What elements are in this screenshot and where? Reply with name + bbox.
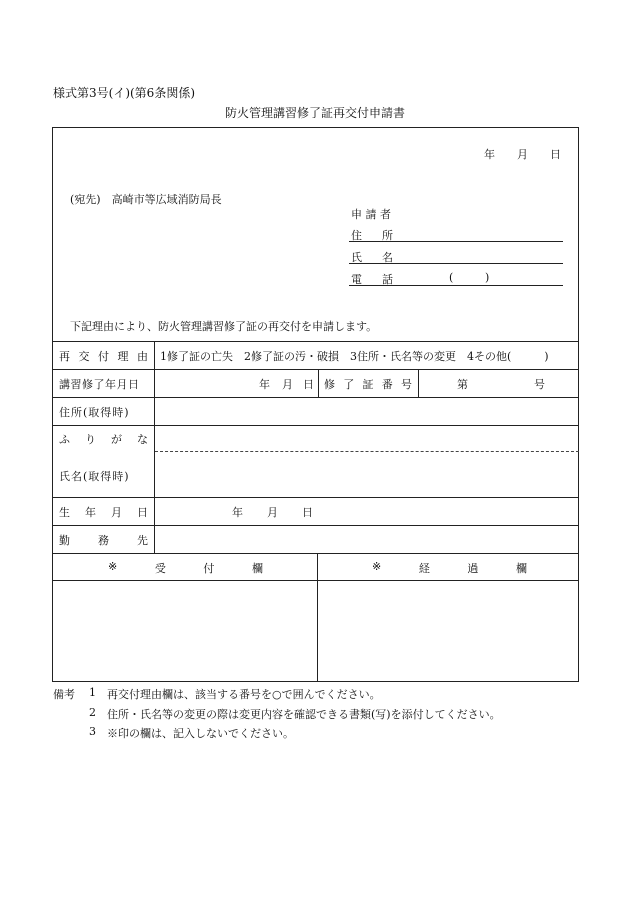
progress-label: ※ 経 過 欄 (372, 560, 527, 575)
reason-label: 再 交 付 理 由 (59, 350, 148, 363)
note-3-text: ※印の欄は、記入しないでください。 (107, 727, 294, 740)
name-at-time-field[interactable] (156, 453, 578, 496)
address-at-time-label: 住所(取得時) (59, 406, 130, 419)
date-year-label: 年 (484, 148, 495, 161)
phone-paren-open: ( (449, 271, 454, 284)
row-divider (52, 369, 579, 370)
applicant-name-line[interactable] (349, 263, 563, 264)
reception-label: ※ 受 付 欄 (108, 560, 263, 575)
course-date-label: 講習修了年月日 (59, 378, 140, 391)
row-divider (52, 497, 579, 498)
col-divider (318, 369, 319, 397)
addressee: (宛先) 高崎市等広域消防局長 (70, 193, 222, 206)
note-2-number: 2 (89, 706, 96, 719)
applicant-name-label-2: 名 (382, 251, 393, 264)
applicant-phone-label-1: 電 (351, 273, 362, 286)
row-divider (52, 341, 579, 342)
address-at-time-field[interactable] (156, 398, 578, 424)
name-at-time-label: 氏名(取得時) (59, 470, 130, 483)
note-3-number: 3 (89, 725, 96, 738)
course-month: 月 (282, 378, 293, 391)
reason-options[interactable]: 1修了証の亡失 2修了証の汚・破損 3住所・氏名等の変更 4その他( ) (160, 350, 549, 363)
date-day-label: 日 (550, 148, 561, 161)
statement: 下記理由により、防火管理講習修了証の再交付を申請します。 (70, 320, 378, 333)
furigana-label: ふ り が な (59, 433, 148, 446)
note-2-text: 住所・氏名等の変更の際は変更内容を確認できる書類(写)を添付してください。 (107, 708, 501, 721)
date-month-label: 月 (517, 148, 528, 161)
applicant-address-line[interactable] (349, 241, 563, 242)
row-divider (52, 553, 579, 554)
course-year: 年 (259, 378, 270, 391)
applicant-phone-line[interactable] (349, 285, 563, 286)
workplace-label: 勤 務 先 (59, 534, 148, 547)
furigana-field[interactable] (156, 426, 578, 450)
course-day: 日 (303, 378, 314, 391)
notes-prefix: 備考 (53, 688, 75, 701)
workplace-field[interactable] (156, 526, 578, 552)
birth-day: 日 (302, 506, 313, 519)
note-1-number: 1 (89, 686, 96, 699)
cert-go: 号 (534, 378, 545, 391)
birth-date-label: 生 年 月 日 (59, 506, 148, 519)
applicant-phone-label-2: 話 (382, 273, 393, 286)
label-column-divider (154, 341, 155, 553)
form-number: 様式第3号(イ)(第6条関係) (53, 86, 195, 100)
birth-year: 年 (232, 506, 243, 519)
cert-no-label: 修 了 証 番 号 (324, 378, 412, 391)
applicant-name-label-1: 氏 (351, 251, 362, 264)
cert-dai: 第 (457, 378, 468, 391)
note-1-text: 再交付理由欄は、該当する番号を○で囲んでください。 (107, 688, 381, 701)
bottom-col-divider (317, 553, 318, 682)
phone-paren-close: ) (485, 271, 490, 284)
birth-month: 月 (267, 506, 278, 519)
col-divider (418, 369, 419, 397)
applicant-address-label-2: 所 (382, 229, 393, 242)
furigana-dashed-divider (155, 451, 579, 452)
applicant-heading: 申 請 者 (351, 208, 391, 221)
form-title: 防火管理講習修了証再交付申請書 (225, 106, 406, 120)
row-divider (52, 580, 579, 581)
applicant-address-label-1: 住 (351, 229, 362, 242)
